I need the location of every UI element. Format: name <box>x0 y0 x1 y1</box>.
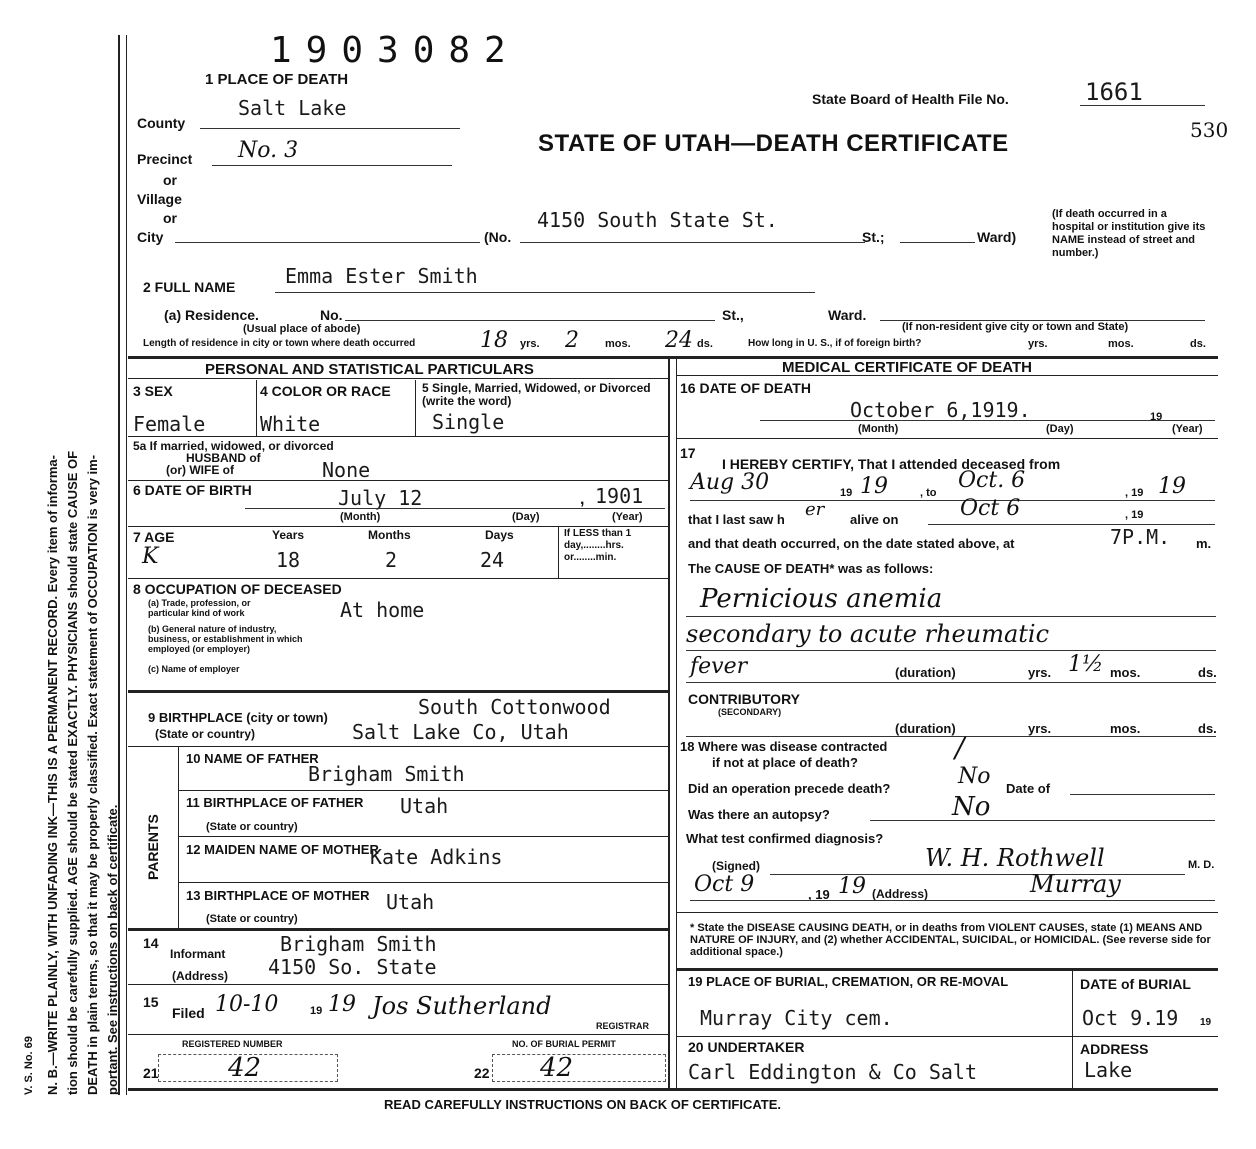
certify-text: I HEREBY CERTIFY, That I attended deceased from <box>722 456 1061 472</box>
state-country-caption: (State or country) <box>206 821 298 833</box>
marital-label: 5 Single, Married, Widowed, or Divorced (write the word) <box>422 381 651 408</box>
residence-no-label: No. <box>320 307 343 323</box>
state-country-caption-2: (State or country) <box>206 913 298 925</box>
dob-year: 1901 <box>595 484 644 508</box>
st-label: St.; <box>862 229 885 245</box>
spouse-label-3: (or) WIFE of <box>166 463 234 477</box>
duration-label-2: (duration) <box>895 721 956 736</box>
informant-address: 4150 So. State <box>268 955 437 979</box>
last-saw-her: er <box>805 499 825 520</box>
operation-date-label: Date of <box>1006 781 1051 796</box>
margin-instructions-line2: tion should be carefully supplied. AGE should be stated EXACTLY. PHYSICIANS should state CAUSE OF <box>65 450 80 1095</box>
attended-to-year-prefix: , 19 <box>1125 487 1144 499</box>
personal-heading: PERSONAL AND STATISTICAL PARTICULARS <box>205 361 534 378</box>
if-not-label: if not at place of death? <box>712 755 858 770</box>
ward-label: Ward) <box>977 229 1017 245</box>
certify-number: 17 <box>680 445 696 461</box>
usual-abode-note: (Usual place of abode) <box>243 323 361 335</box>
to-label: , to <box>920 487 937 499</box>
county-label: County <box>137 115 186 131</box>
burial-place: Murray City cem. <box>700 1006 893 1030</box>
or-label-2: or <box>163 210 177 226</box>
age-years-label: Years <box>272 528 305 542</box>
extra-number: 530 <box>1190 118 1229 142</box>
duration-yrs-label-2: yrs. <box>1028 721 1052 736</box>
length-of-residence-label: Length of residence in city or town where death occurred <box>143 338 416 349</box>
age-days: 24 <box>480 548 505 572</box>
street-address: 4150 South State St. <box>537 208 778 232</box>
reg-number-label: REGISTERED NUMBER <box>182 1039 283 1049</box>
age-mark: K <box>142 544 159 569</box>
mother-birthplace-label: 13 BIRTHPLACE OF MOTHER <box>186 888 370 903</box>
last-saw-label: that I last saw h <box>688 512 785 527</box>
informant-address-label: (Address) <box>172 969 229 983</box>
dob-month-caption: (Month) <box>340 511 381 523</box>
physician-signature: W. H. Rothwell <box>925 844 1105 872</box>
serial-number: 1903082 <box>270 30 520 71</box>
spouse-label-1: 5a If married, widowed, or divorced <box>133 439 334 453</box>
dob-label: 6 DATE OF BIRTH <box>133 482 252 498</box>
permit-number-box <box>492 1054 666 1082</box>
signed-year-prefix: , 19 <box>808 887 830 902</box>
operation-label: Did an operation precede death? <box>688 781 891 796</box>
dob-year-caption: (Year) <box>612 511 643 523</box>
yrs-label: yrs. <box>520 338 540 350</box>
cause-line-2: secondary to acute rheumatic <box>686 620 1050 648</box>
registrar-signature: Jos Sutherland <box>372 992 552 1020</box>
signed-label: (Signed) <box>712 859 760 873</box>
certificate-title: STATE OF UTAH—DEATH CERTIFICATE <box>538 130 1009 157</box>
form-number: V. S. No. 69 <box>23 1036 35 1095</box>
attended-from-year: 19 <box>860 474 888 499</box>
margin-instructions-line4: portant. See instructions on back of certificate. <box>105 804 120 1095</box>
file-number: 1661 <box>1085 78 1143 106</box>
precinct-label: Precinct <box>137 151 193 167</box>
mother-name-label: 12 MAIDEN NAME OF MOTHER <box>186 842 379 857</box>
duration-value: 1½ <box>1068 652 1104 677</box>
birthplace-state-label: (State or country) <box>155 727 256 741</box>
autopsy-label: Was there an autopsy? <box>688 807 830 822</box>
contracted-mark: / <box>955 731 965 764</box>
dob-day-caption: (Day) <box>512 511 540 523</box>
cause-line-3: fever <box>690 654 748 679</box>
residence-months: 2 <box>565 328 579 353</box>
age-months: 2 <box>385 548 398 572</box>
residence-label: (a) Residence. <box>164 307 259 323</box>
burial-year-suffix: 19 <box>1200 1017 1212 1028</box>
age-days-label: Days <box>485 528 514 542</box>
permit-number: 42 <box>540 1053 574 1083</box>
filed-year-prefix: 19 <box>310 1005 323 1017</box>
death-month-caption: (Month) <box>858 423 899 435</box>
age-label: 7 AGE <box>133 529 175 545</box>
birthplace-label: 9 BIRTHPLACE (city or town) <box>148 710 328 725</box>
color-value: White <box>260 412 321 436</box>
residence-ward-label: Ward. <box>828 307 867 323</box>
occupation-c-label: (c) Name of employer <box>148 664 240 674</box>
how-long-us-label: How long in U. S., if of foreign birth? <box>748 338 922 349</box>
mother-name: Kate Adkins <box>370 845 503 869</box>
file-label: State Board of Health File No. <box>812 91 1009 107</box>
city-label: City <box>137 229 164 245</box>
death-time-label: and that death occurred, on the date stated above, at <box>688 536 1015 551</box>
duration-mos-label-2: mos. <box>1110 721 1141 736</box>
parents-label: PARENTS <box>145 814 161 880</box>
mos-label-2: mos. <box>1108 338 1134 350</box>
sex-label: 3 SEX <box>133 383 173 399</box>
precinct-value: No. 3 <box>238 138 299 163</box>
alive-on-label: alive on <box>850 512 899 527</box>
birthplace-city: South Cottonwood <box>418 695 611 719</box>
informant-label: Informant <box>170 947 226 961</box>
duration-ds-label-2: ds. <box>1198 721 1217 736</box>
filed-number: 15 <box>143 994 159 1010</box>
age-months-label: Months <box>368 528 411 542</box>
father-name: Brigham Smith <box>308 762 465 786</box>
signed-date: Oct 9 <box>694 872 755 897</box>
medical-heading: MEDICAL CERTIFICATE OF DEATH <box>782 359 1032 376</box>
physician-address-label: (Address) <box>872 887 929 901</box>
left-border-inner <box>126 35 127 1095</box>
filed-label: Filed <box>172 1005 205 1021</box>
mos-label: mos. <box>605 338 631 350</box>
death-time-m-label: m. <box>1196 536 1212 551</box>
death-year-caption: (Year) <box>1172 423 1203 435</box>
duration-yrs-label: yrs. <box>1028 665 1052 680</box>
full-name-label: 2 FULL NAME <box>143 279 236 295</box>
date-of-death: October 6,1919. <box>850 398 1031 422</box>
md-label: M. D. <box>1188 859 1215 871</box>
village-label: Village <box>137 191 182 207</box>
secondary-label: (SECONDARY) <box>718 707 782 717</box>
undertaker-address-label: ADDRESS <box>1080 1041 1149 1057</box>
residence-years: 18 <box>480 328 508 353</box>
or-label: or <box>163 172 177 188</box>
age-years: 18 <box>276 548 301 572</box>
father-name-label: 10 NAME OF FATHER <box>186 751 319 766</box>
occupation-b-label: (b) General nature of industry, business, or establishment in which employed (or employer) <box>148 624 303 654</box>
contracted-label: 18 Where was disease contracted <box>680 739 888 754</box>
duration-ds-label: ds. <box>1198 665 1217 680</box>
occupation-value: At home <box>340 598 425 622</box>
alive-on-date: Oct 6 <box>960 496 1021 521</box>
place-of-death-label: 1 PLACE OF DEATH <box>205 71 349 88</box>
informant-number: 14 <box>143 935 159 951</box>
occupation-a-label: (a) Trade, profession, or particular kind of work <box>148 598 251 618</box>
color-label: 4 COLOR OR RACE <box>260 383 391 399</box>
signed-year: 19 <box>838 874 866 899</box>
ds-label: ds. <box>697 338 713 350</box>
occupation-label: 8 OCCUPATION OF DECEASED <box>133 581 342 597</box>
undertaker-address: Lake <box>1084 1058 1133 1082</box>
sex-value: Female <box>133 412 206 436</box>
birthplace-state: Salt Lake Co, Utah <box>352 720 569 744</box>
ds-label-2: ds. <box>1190 338 1206 350</box>
date-of-death-label: 16 DATE OF DEATH <box>680 380 811 396</box>
full-name-value: Emma Ester Smith <box>285 264 478 288</box>
duration-label: (duration) <box>895 665 956 680</box>
attended-to: Oct. 6 <box>958 468 1026 493</box>
duration-mos-label: mos. <box>1110 665 1141 680</box>
residence-st-label: St., <box>722 307 744 323</box>
filed-date: 10-10 <box>215 992 279 1017</box>
undertaker-label: 20 UNDERTAKER <box>688 1039 805 1055</box>
spouse-label-2: HUSBAND of <box>186 451 261 465</box>
registrar-label: REGISTRAR <box>596 1021 650 1031</box>
burial-permit-label: NO. OF BURIAL PERMIT <box>512 1039 616 1049</box>
city-no-label: (No. <box>484 229 512 245</box>
death-day-caption: (Day) <box>1046 423 1074 435</box>
permit-prefix: 22 <box>474 1065 490 1081</box>
mother-birthplace: Utah <box>386 890 435 914</box>
margin-instructions-line1: N. B.—WRITE PLAINLY, WITH UNFADING INK—THIS IS A PERMANENT RECORD. Every item of informa- <box>45 455 60 1095</box>
burial-date-label: DATE of BURIAL <box>1080 976 1191 992</box>
cause-line-1: Pernicious anemia <box>700 584 943 614</box>
alive-on-year-prefix: , 19 <box>1125 509 1144 521</box>
nonresident-note: (If non-resident give city or town and State) <box>902 321 1129 333</box>
less-than-day-label: If LESS than 1 day,........hrs. or........min. <box>564 528 632 563</box>
cause-footnote: * State the DISEASE CAUSING DEATH, or in deaths from VIOLENT CAUSES, state (1) MEANS AND NATURE OF INJURY, and (2) whether ACCIDENTAL, SUICIDAL, or HOMICIDAL. (See reverse side for additional space.) <box>690 922 1211 958</box>
burial-date: Oct 9.19 <box>1082 1006 1179 1030</box>
yrs-label-2: yrs. <box>1028 338 1048 350</box>
filed-year: 19 <box>328 992 356 1017</box>
undertaker-name: Carl Eddington & Co Salt <box>688 1060 977 1084</box>
attended-from-year-prefix: 19 <box>840 487 853 499</box>
reg-number: 42 <box>228 1053 262 1083</box>
father-birthplace: Utah <box>400 794 449 818</box>
left-border <box>118 35 120 1095</box>
county-value: Salt Lake <box>238 96 347 120</box>
residence-days: 24 <box>665 328 693 353</box>
footer-instructions: READ CAREFULLY INSTRUCTIONS ON BACK OF CERTIFICATE. <box>384 1097 781 1112</box>
autopsy-value: No <box>952 792 991 822</box>
informant-name: Brigham Smith <box>280 932 437 956</box>
operation-value: No <box>958 764 991 789</box>
burial-place-label: 19 PLACE OF BURIAL, CREMATION, OR RE-MOVAL <box>688 974 1009 989</box>
spouse-value: None <box>322 458 371 482</box>
marital-value: Single <box>432 410 505 434</box>
hospital-note: (If death occurred in a hospital or institution give its NAME instead of street and number.) <box>1052 208 1206 259</box>
attended-from: Aug 30 <box>690 470 770 495</box>
death-year-prefix: 19 <box>1150 411 1163 423</box>
death-time: 7P.M. <box>1110 525 1171 549</box>
dob-month-day: July 12 <box>338 486 423 510</box>
margin-instructions-line3: DEATH in plain terms, so that it may be properly classified. Exact statement of OCCUPATION is very im- <box>85 454 100 1095</box>
dob-comma: , <box>580 491 585 508</box>
attended-to-year: 19 <box>1158 474 1186 499</box>
physician-address: Murray <box>1030 870 1121 898</box>
cause-of-death-label: The CAUSE OF DEATH* was as follows: <box>688 561 934 576</box>
test-label: What test confirmed diagnosis? <box>686 831 884 846</box>
reg-no-prefix: 21 <box>143 1065 159 1081</box>
father-birthplace-label: 11 BIRTHPLACE OF FATHER <box>186 795 364 810</box>
contributory-label: CONTRIBUTORY <box>688 691 800 707</box>
